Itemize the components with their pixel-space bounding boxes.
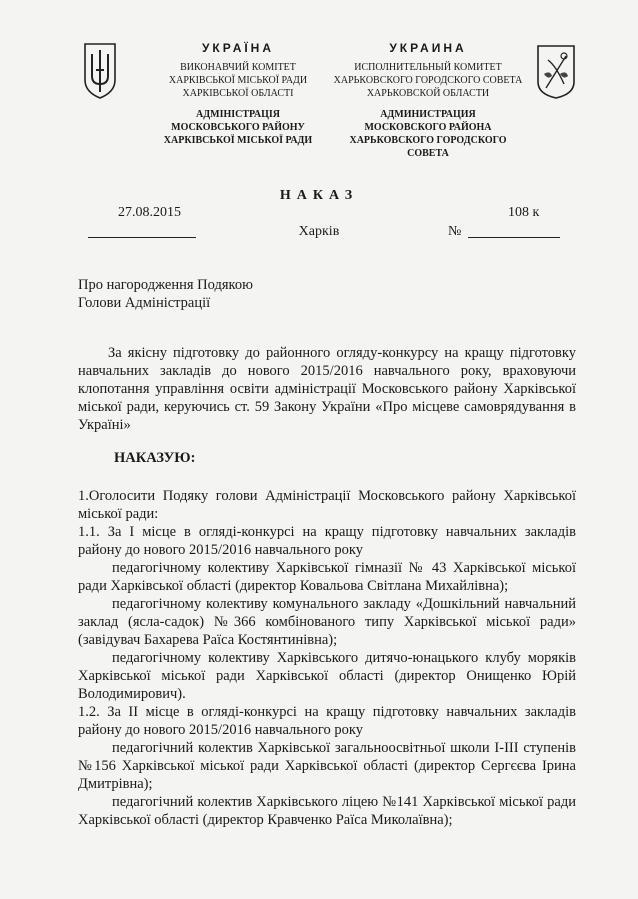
country-name-ru: УКРАИНА — [389, 41, 467, 55]
order-item: 1.1. За І місце в огляді-конкурсі на кращу підготовку навчальних закладів району до нового 2015/2016 навчального року — [78, 524, 576, 558]
header-ukrainian — [138, 42, 338, 147]
order-directive: НАКАЗУЮ: — [114, 450, 196, 466]
subject-line: Про нагородження Подякою — [78, 277, 253, 293]
district-ua: МОСКОВСЬКОГО РАЙОНУ — [171, 122, 305, 133]
committee-ru: ИСПОЛНИТЕЛЬНЫЙ КОМИТЕТ — [354, 62, 502, 73]
order-subject — [78, 276, 253, 312]
city-council-ua: ХАРКІВСЬКОЇ МІСЬКОЇ РАДИ — [163, 135, 313, 146]
committee-ua: ВИКОНАВЧИЙ КОМІТЕТ — [180, 62, 296, 73]
order-item: педагогічному колективу Харківського дитячо-юнацького клубу моряків Харківської міської ради Харківської області (директор Онищенко Юрій Володимирович). — [78, 650, 576, 702]
region-ru: ХАРЬКОВСКОЙ ОБЛАСТИ — [366, 88, 490, 99]
district-ru: МОСКОВСКОГО РАЙОНА — [364, 122, 492, 133]
order-item: педагогічному колективу Харківської гімназії № 43 Харківської міської ради Харківської області (директор Ковальова Світлана Михайлівна); — [78, 560, 576, 594]
order-item: 1.Оголосити Подяку голови Адміністрації Московського району Харківської міської ради: — [78, 488, 576, 522]
number-underline — [468, 237, 560, 238]
preamble-paragraph: За якісну підготовку до районного огляду-конкурсу на кращу підготовку навчальних закладів до нового 2015/2016 навчального року, враховуючи клопотання управління освіти адміністрації Московського району Харківської міської ради, керуючись ст. 59 Закону України «Про місцеве самоврядування в Україні» — [78, 345, 576, 433]
administration-ua: АДМІНІСТРАЦІЯ — [196, 109, 280, 120]
order-number: 108 к — [508, 205, 540, 220]
city-council-ru: ХАРЬКОВСКОГО ГОРОДСКОГО СОВЕТА — [349, 135, 507, 159]
order-place: Харків — [298, 224, 340, 239]
council-ua: ХАРКІВСЬКОЇ МІСЬКОЇ РАДИ — [168, 75, 308, 86]
subject-line: Голови Адміністрації — [78, 295, 211, 311]
order-items — [78, 487, 576, 829]
country-name-ua: УКРАЇНА — [201, 41, 275, 55]
trident-emblem-icon — [82, 40, 118, 100]
order-item: 1.2. За ІІ місце в огляді-конкурсі на кращу підготовку навчальних закладів району до нового 2015/2016 навчального року — [78, 704, 576, 738]
header-russian — [328, 42, 528, 160]
order-title: НАКАЗ — [279, 188, 359, 203]
number-sign: № — [448, 224, 462, 239]
order-item: педагогічному колективу комунального закладу «Дошкільний навчальний заклад (ясла-садок) №366 комбінованого типу Харківської міської ради» (завідувач Бахарева Раїса Костянтинівна); — [78, 596, 576, 648]
kharkiv-coat-of-arms-icon — [536, 44, 576, 100]
council-ru: ХАРЬКОВСКОГО ГОРОДСКОГО СОВЕТА — [333, 75, 523, 86]
region-ua: ХАРКІВСЬКОЇ ОБЛАСТІ — [182, 88, 294, 99]
order-date: 27.08.2015 — [118, 205, 181, 220]
order-item: педагогічний колектив Харківської загальноосвітньої школи І-ІІІ ступенів №156 Харківської міської ради Харківської області (директор Сергєєва Ірина Дмитрівна); — [78, 740, 576, 792]
order-item: педагогічний колектив Харківського ліцею №141 Харківської міської ради Харківської області (директор Кравченко Раїса Миколаївна); — [78, 794, 576, 828]
administration-ru: АДМИНИСТРАЦИЯ — [380, 109, 476, 120]
